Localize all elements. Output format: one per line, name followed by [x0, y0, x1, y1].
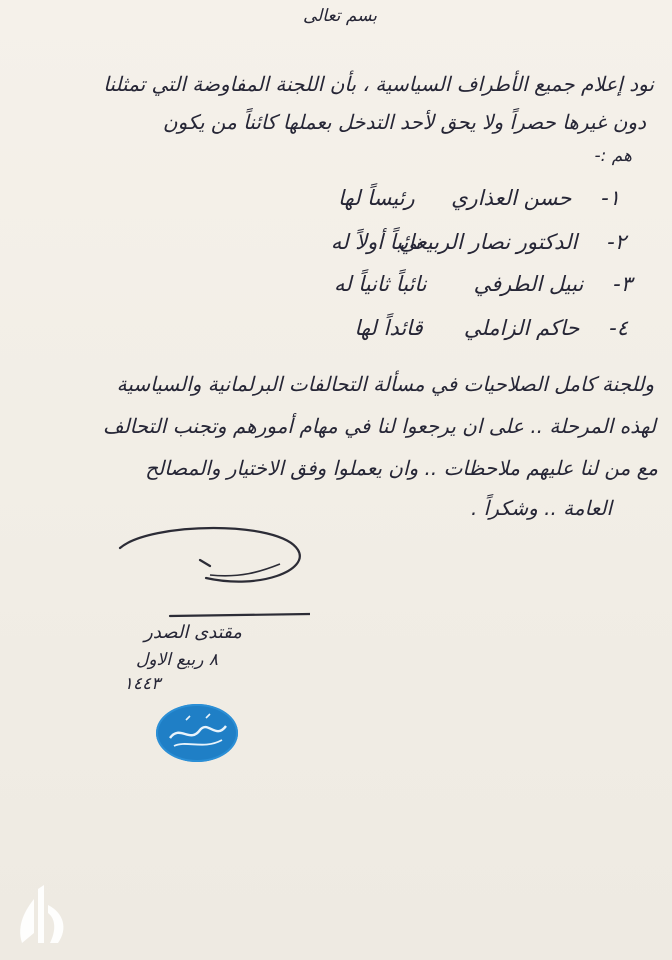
paragraph-2-line-1: وللجنة كامل الصلاحيات في مسألة التحالفات البرلمانية والسياسية: [116, 372, 654, 396]
basmala-heading: بسم تعالى: [302, 6, 378, 26]
member-role: نائباً ثانياً له: [333, 272, 427, 296]
paragraph-2-line-4: العامة .. وشكراً .: [470, 496, 612, 520]
member-number: ٤-: [609, 316, 628, 340]
paragraph-2-line-2: لهذه المرحلة .. على ان يرجعوا لنا في مهام أمورهم وتجنب التحالف: [102, 414, 656, 438]
member-item: [334, 272, 632, 296]
letter-year: ١٤٤٣: [123, 674, 161, 694]
member-number: ٢-: [607, 230, 626, 254]
paragraph-1-line-1: نود إعلام جميع الأطراف السياسية ، بأن اللجنة المفاوضة التي تمثلنا: [103, 72, 654, 96]
member-name: الدكتور نصار الربيعي: [399, 230, 578, 254]
member-name: حاكم الزاملي: [463, 316, 580, 340]
member-number: ٣-: [613, 272, 632, 296]
member-item: [331, 230, 626, 254]
paragraph-1-line-3: هم :-: [594, 146, 632, 166]
member-role: قائداً لها: [354, 316, 423, 340]
member-item: [354, 316, 628, 340]
paragraph-1-line-2: دون غيرها حصراً ولا يحق لأحد التدخل بعملها كائناً من يكون: [162, 110, 646, 134]
handwritten-signature: [110, 520, 310, 620]
member-name: حسن العذاري: [451, 186, 572, 210]
member-role: نائباً أولاً له: [330, 230, 421, 254]
member-role: رئيساً لها: [338, 186, 415, 210]
paragraph-2-line-3: مع من لنا عليهم ملاحظات .. وان يعملوا وفق الاختيار والمصالح: [145, 456, 658, 480]
signatory-name: مقتدى الصدر: [144, 622, 242, 643]
watermark-logo-icon: [12, 885, 70, 947]
letter-date: ٨ ربيع الاول: [135, 650, 219, 670]
member-name: نبيل الطرفي: [473, 272, 584, 296]
member-number: ١-: [601, 186, 620, 210]
member-item: [338, 186, 620, 210]
official-stamp-icon: [156, 704, 238, 762]
